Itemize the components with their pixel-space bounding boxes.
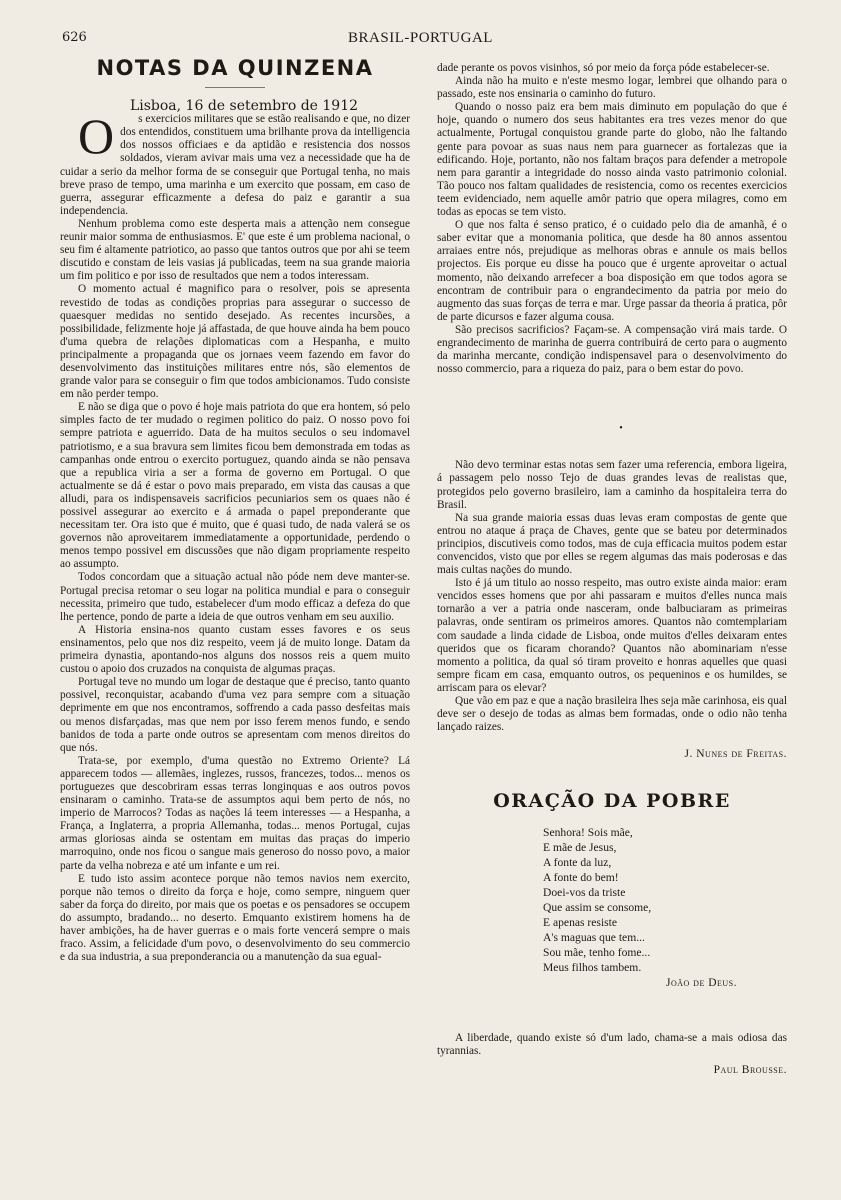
paragraph: O momento actual é magnifico para o resolver, pois se apresenta revestido de todas as condições proprias para assegurar o successo de quaesquer medidas no sentido desejado. As recentes incursões, a possibilidade, felizmente hoje já affastada, de que houve ainda ha bem pouco d'uma quebra de relações diplomaticas com a Hespanha, e muito principalmente a propaganda que os jornaes veem fazendo em favor do desenvolvimento das instituições militares entre nós, são elementos de grande valor para se conseguir o fim que todos ambicionamos. Tudo consiste em não perder tempo. — [60, 283, 410, 401]
paragraph: Ainda não ha muito e n'este mesmo logar, lembrei que olhando para o passado, este nos ensinaria o caminho do futuro. — [437, 75, 787, 101]
paragraph: E tudo isto assim acontece porque não temos navios nem exercito, porque não temos o direito da força e hoje, como sempre, ninguem quer saber da força do direito, por mais que os poetas e os pensadores se occupem do assumpto, bradando... no deserto. Emquanto existirem homens ha de haver ambições, ha de haver guerras e o mais forte vencerá sempre o mais fraco. Assim, a felicidade d'um povo, o desenvolvimento do seu commercio e da sua industria, a sua preponderancia ou a manutenção da sua egual- — [60, 872, 410, 964]
paragraph: Trata-se, por exemplo, d'uma questão no Extremo Oriente? Lá apparecem todos — allemães, inglezes, russos, francezes, todos... menos os portuguezes que descobriram essas terras longinquas e aos outros povos ensinaram o caminho. Trata-se de assumptos aqui bem perto de nós, no imperio de Marrocos? Todas as nações lá teem interesses — a Hespanha, a França, a Inglaterra, a propria Allemanha, todas... menos Portugal, cujas armas gloriosas ainda se ostentam em muitas das praças do imperio marroquino, onde nos ficou o sangue mais generoso do nosso povo, a maior parte da velha nobreza e até um infante e um rei. — [60, 754, 410, 872]
paragraph: São precisos sacrificios? Façam-se. A compensação virá mais tarde. O engrandecimento de marinha de guerra contribuirá de certo para o augmento da marinha mercante, condição indispensavel para o desenvolvimento do nosso commercio, para a riqueza do paiz, para o bem estar do povo. — [437, 323, 787, 376]
page-number: 626 — [62, 30, 87, 45]
article-title: NOTAS DA QUINZENA — [96, 56, 374, 80]
title-rule — [205, 87, 265, 88]
paragraph: Nenhum problema como este desperta mais a attenção nem consegue reunir maior somma de enthusiasmos. E' que este é um problema nacional, o seu fim é altamente patriotico, ao passo que tantos outros que por ahi se teem discutido e constam de leis vasias já publicadas, teem na sua grande maioria um fim politico e por isso de resultados que nem a todos interessam. — [60, 217, 410, 283]
left-column — [60, 56, 410, 964]
paragraph: Que vão em paz e que a nação brasileira lhes seja mãe carinhosa, eis qual deve ser o desejo de todas as almas bem formadas, onde o odio não tenha lançado raizes. — [437, 695, 787, 734]
paragraph: Na sua grande maioria essas duas levas eram compostas de gente que entrou no ataque á praça de Chaves, gente que se bateu por determinados principios, discutiveis como todos, mas de cuja efficacia muitos podem estar convencidos, visto que por elles se regem algumas das mais poderosas e das mais cultas nações do mundo. — [437, 511, 787, 577]
poem-lines — [543, 825, 787, 975]
quote-author: Paul Brousse. — [713, 1063, 787, 1076]
paragraph: Quando o nosso paiz era bem mais diminuto em população do que é hoje, quando o numero dos seus habitantes era tres vezes menor do que actualmente, Portugal conquistou grande parte do globo, não lhe faltando gente para povoar as suas naus nem para guarnecer as fortalezas que ia edificando. Hoje, portanto, não nos faltam braços para defender a metropole nem para garantir a integridade do nosso ainda vasto patrimonio colonial. Tão pouco nos faltam qualidades de resistencia, como os recentes exercicios teem evidenciado, nem aquelle amôr patrio que opera milagres, como em todas as epocas se tem visto. — [437, 101, 787, 219]
paragraph: Isto é já um titulo ao nosso respeito, mas outro existe ainda maior: eram vencidos esses homens que por ahi passaram e muitos d'elles nunca mais tornarão a ver a patria onde nasceram, onde balbuciaram as primeiras palavras, onde sentiram os primeiros amores. Quantos não comtemplariam com saudade a linda cidade de Lisboa, onde muitos d'elles deixaram entes queridos que os ficaram chorando? Quantos não abominariam n'esse momento a politica, da qual só tiram proveito e honras aquelles que quasi sempre ficam em casa, emquanto outros, os pequeninos e os humildes, se arriscam para os elevar? — [437, 577, 787, 694]
poem-line: Sou mãe, tenho fome... — [543, 945, 651, 959]
poem-line: A fonte da luz, — [543, 855, 612, 869]
drop-cap: O — [78, 108, 115, 165]
poem-author: João de Deus. — [665, 976, 737, 989]
poem-line: Que assim se consome, — [543, 900, 652, 914]
poem-line: A fonte do bem! — [543, 870, 619, 884]
paragraph: A Historia ensina-nos quanto custam esses favores e os seus ensinamentos, pelo que nos diz respeito, veem já de muito longe. Datam da primeira dynastia, apontando-nos alguns dos nossos reis a quem muito custou o apoio dos cruzados na conquista de algumas praças. — [60, 623, 410, 676]
first-paragraph — [60, 108, 410, 218]
poem-title: ORAÇÃO DA POBRE — [493, 790, 731, 813]
poem-line: A's maguas que tem... — [543, 930, 645, 944]
first-paragraph-text: s exercicios militares que se estão realisando e que, no dizer dos entendidos, constituem uma brilhante prova da intelligencia dos nossos officiaes e da aptidão e resistencia dos nossos soldados, vieram avivar mais uma vez a necessidade que ha de cuidar a serio da melhor forma de se conseguir que Portugal tenha, no mais breve praso de tempo, uma marinha e um exercito que possam, em caso de guerra, assegurar efficazmente a defesa do paiz e garantir a sua independencia. — [60, 113, 410, 217]
article-signature: J. Nunes de Freitas. — [684, 748, 787, 761]
paragraph-continued: dade perante os povos visinhos, só por meio da força póde estabelecer-se. — [437, 62, 770, 74]
running-title: BRASIL-PORTUGAL — [348, 30, 493, 46]
poem-line: Doei-vos da triste — [543, 885, 626, 899]
poem-line: E apenas resiste — [543, 915, 618, 929]
section-separator: • — [619, 423, 623, 435]
paragraph: Todos concordam que a situação actual não póde nem deve manter-se. Portugal precisa retomar o seu logar na politica mundial e para o conseguir necessita, primeiro que tudo, estabelecer d'um modo efficaz a defeza do que lhe pertence, pondo de parte a ideia de que outros venham em seu auxilio. — [60, 571, 410, 623]
poem-line: E mãe de Jesus, — [543, 840, 617, 854]
quote-text: A liberdade, quando existe só d'um lado, chama-se a mais odiosa das tyrannias. — [437, 1031, 787, 1057]
dateline: Lisboa, 16 de setembro de 1912 — [129, 98, 359, 115]
paragraph: O que nos falta é senso pratico, é o cuidado pelo dia de amanhã, é o saber evitar que a monomania politica, que desde ha 80 annos assentou arraiaes entre nós, prejudique as melhoras obras e annule os mais bellos projectos. Eis porque eu disse ha pouco que é urgente aproveitar o actual momento, não deixando arrefecer a boa disposição em que todos agora se encontram de contribuir para o engrandecimento da patria por meio do augmento das suas forças de terra e mar. Urge passar da theoria á pratica, pôr de parte dicursos e fazer alguma cousa. — [437, 219, 787, 323]
poem-line: Senhora! Sois mãe, — [543, 825, 633, 839]
paragraph: Portugal teve no mundo um logar de destaque que é preciso, tanto quanto possivel, reconquistar, acabando d'uma vez para sempre com a situação deprimente em que nos encontramos, soffrendo a cada passo desfeitas mais ou menos disfarçadas, mas que nem por isso ferem menos fundo, e sendo banidos de toda a parte onde outros se apresentam com menos direitos do que nós. — [60, 676, 410, 754]
paragraph: E não se diga que o povo é hoje mais patriota do que era hontem, só pelo simples facto de ter mudado o regimen politico do paiz. O nosso povo foi sempre patriota e aguerrido. Data de ha muitos seculos o seu indomavel patriotismo, e a sua bravura sem limites ficou bem demonstrada em todas as campanhas onde entrou o exercito portuguez, quando ainda se não pensava que a republica viria a ser a forma de governo em Portugal. O que actualmente se dá é estar o povo mais preparado, em vista das causas a que alludi, para os indispensaveis sacrificios pecuniarios sem os quaes não é possivel assegurar ao exercito e á armada o papel preponderante que necessitam ter. Ora isto que é muito, que é quasi tudo, de nada valerá se os governos não aproveitarem immediatamente a opportunidade, perdendo o menos tempo possivel em discussões que não digam propriamente respeito ao assumpto. — [60, 401, 410, 571]
right-column — [437, 62, 787, 1077]
poem-line: Meus filhos tambem. — [543, 960, 642, 974]
paragraph: Não devo terminar estas notas sem fazer uma referencia, embora ligeira, á passagem pelo nosso Tejo de duas grandes levas de realistas que, protegidos pelo governo brasileiro, iam a caminho da hospitaleira terra do Brasil. — [437, 459, 787, 511]
